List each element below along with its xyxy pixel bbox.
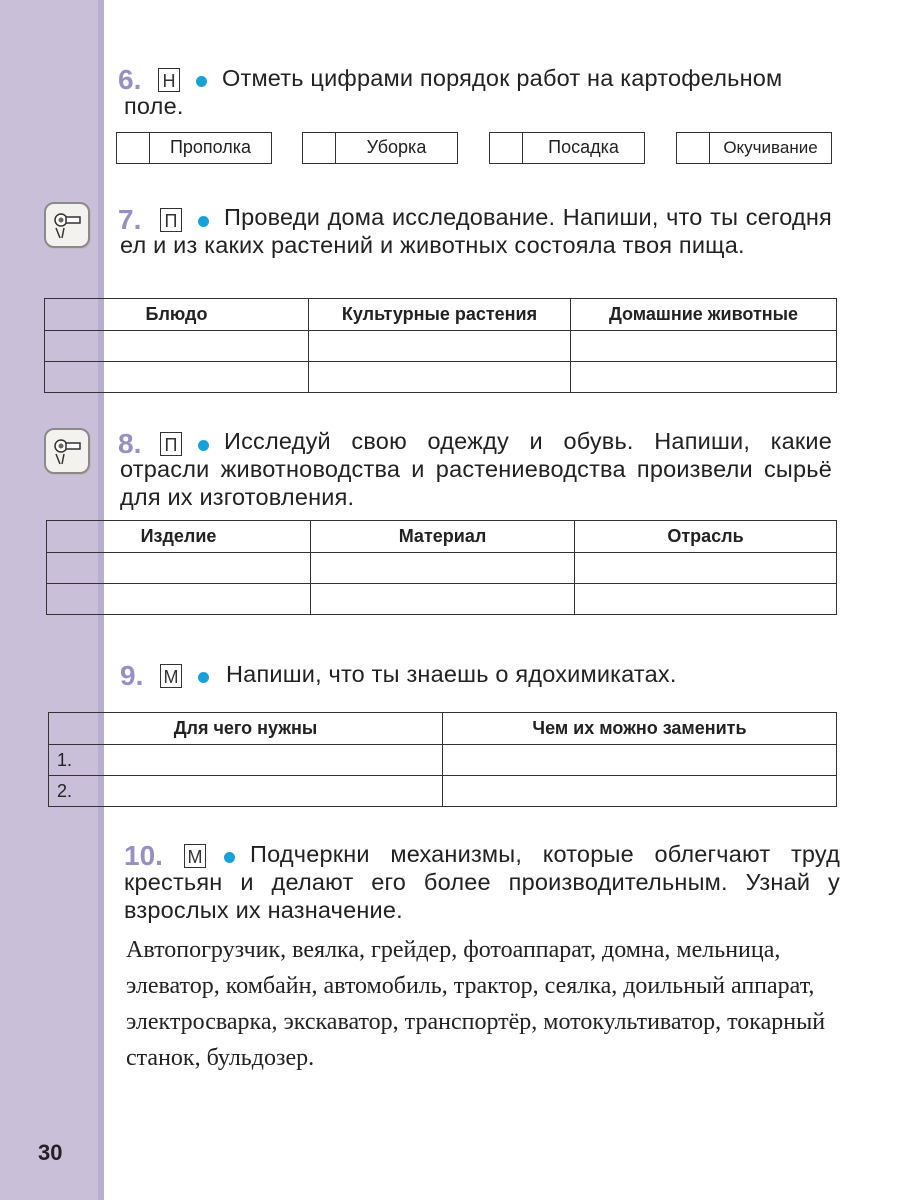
row-number-cell[interactable]: 1.	[49, 745, 443, 776]
answer-cell[interactable]	[575, 553, 837, 584]
answer-cell[interactable]	[443, 776, 837, 807]
task-7-level-box: П	[160, 208, 182, 232]
order-number-cell[interactable]	[117, 133, 150, 163]
task-8-level-box: П	[160, 432, 182, 456]
task-9-text: Напиши, что ты знаешь о ядохимикатах.	[226, 661, 677, 687]
answer-cell[interactable]	[571, 362, 837, 393]
task-7-table	[44, 298, 837, 393]
task-10-text: Подчеркни механизмы, которые облегчают труд крестьян и делают его более производительным. Узнай у взрослых их назначение.	[124, 841, 840, 923]
work-label: Прополка	[169, 137, 252, 157]
work-label: Окучивание	[723, 138, 818, 157]
column-header: Материал	[311, 521, 575, 553]
binoculars-icon	[44, 428, 90, 474]
work-box-4	[676, 132, 832, 164]
task-marker-dot	[198, 672, 209, 683]
work-label: Уборка	[366, 137, 427, 157]
order-number-cell[interactable]	[490, 133, 523, 163]
page-number: 30	[38, 1140, 63, 1165]
work-label: Посадка	[548, 137, 619, 157]
column-header: Культурные растения	[309, 299, 571, 331]
task-8-table	[46, 520, 837, 615]
answer-cell[interactable]	[47, 584, 311, 615]
answer-cell[interactable]	[309, 331, 571, 362]
answer-cell[interactable]	[309, 362, 571, 393]
task-9-level-box: М	[160, 664, 182, 688]
column-header: Отрасль	[575, 521, 837, 553]
task-6-number: 6.	[118, 64, 142, 95]
work-box-1	[116, 132, 272, 164]
task-8-text: Исследуй свою одежду и обувь. Напиши, какие отрасли животноводства и растениеводства произвели сырьё для их изготовления.	[120, 428, 832, 510]
binoculars-icon	[44, 202, 90, 248]
answer-cell[interactable]	[45, 362, 309, 393]
task-6-level-box: Н	[158, 68, 180, 92]
answer-cell[interactable]	[311, 553, 575, 584]
work-box-3	[489, 132, 645, 164]
answer-cell[interactable]	[575, 584, 837, 615]
answer-cell[interactable]	[443, 745, 837, 776]
answer-cell[interactable]	[311, 584, 575, 615]
task-10-number: 10.	[124, 840, 163, 871]
task-10-level-box: М	[184, 844, 206, 868]
task-6-text: Отметь цифрами порядок работ на картофельном поле.	[124, 65, 783, 119]
order-number-cell[interactable]	[677, 133, 710, 163]
task-9-number: 9.	[120, 660, 144, 691]
row-number-cell[interactable]: 2.	[49, 776, 443, 807]
mechanisms-list[interactable]: Автопогрузчик, веялка, грейдер, фотоаппарат, домна, мельница, элеватор, комбайн, автомобиль, трактор, сеялка, доильный аппарат, электросварка, экскаватор, транспортёр, мотокультиватор, токарный станок, бульдозер.	[126, 937, 826, 1071]
answer-cell[interactable]	[47, 553, 311, 584]
column-header: Для чего нужны	[49, 713, 443, 745]
answer-cell[interactable]	[45, 331, 309, 362]
column-header: Изделие	[47, 521, 311, 553]
answer-cell[interactable]	[571, 331, 837, 362]
work-box-2	[302, 132, 458, 164]
task-7-text: Проведи дома исследование. Напиши, что ты сегодня ел и из каких растений и животных состояла твоя пища.	[120, 204, 832, 258]
order-number-cell[interactable]	[303, 133, 336, 163]
task-9-table	[48, 712, 837, 807]
task-8-number: 8.	[118, 428, 142, 459]
task-7-number: 7.	[118, 204, 142, 235]
column-header: Блюдо	[45, 299, 309, 331]
column-header: Домашние животные	[571, 299, 837, 331]
column-header: Чем их можно заменить	[443, 713, 837, 745]
